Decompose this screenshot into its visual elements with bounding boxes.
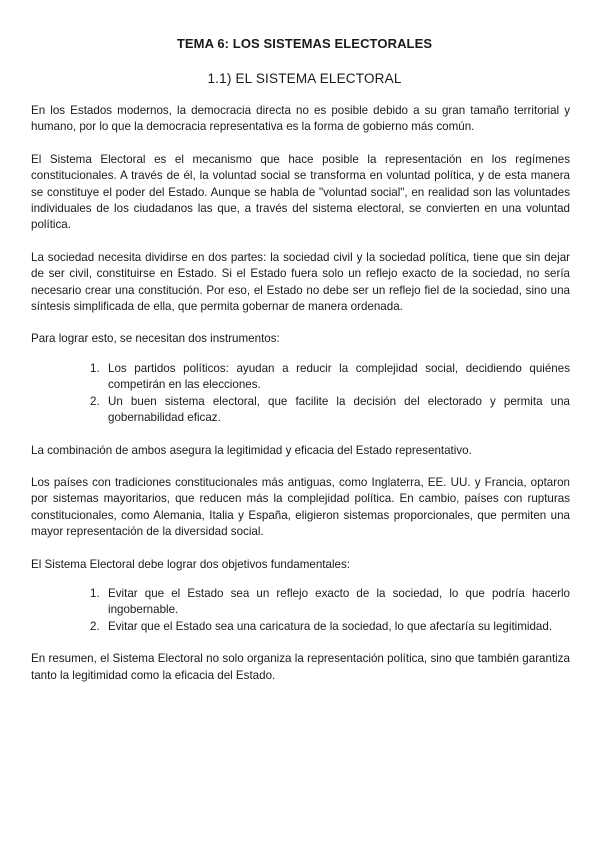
list-item-number: 1. xyxy=(90,361,100,375)
instruments-list xyxy=(31,361,570,427)
list-item-text: Evitar que el Estado sea una caricatura de la sociedad, lo que afectaría su legitimidad. xyxy=(108,619,553,633)
paragraph-combinacion: La combinación de ambos asegura la legitimidad y eficacia del Estado representativo. xyxy=(31,443,472,457)
list-item-number: 1. xyxy=(90,586,100,600)
list-item-text: Los partidos políticos: ayudan a reducir la complejidad social, decidiendo quiénes competirán en las elecciones. xyxy=(108,361,570,392)
list-item xyxy=(90,394,570,427)
list-item xyxy=(90,619,570,635)
paragraph-resumen: En resumen, el Sistema Electoral no solo organiza la representación política, sino que también garantiza tanto la legitimidad como la eficacia del Estado. xyxy=(31,652,570,682)
paragraph-objetivos-intro: El Sistema Electoral debe lograr dos objetivos fundamentales: xyxy=(31,557,351,571)
list-item-text: Un buen sistema electoral, que facilite la decisión del electorado y permita una gobernabilidad eficaz. xyxy=(108,394,570,425)
list-item-text: Evitar que el Estado sea un reflejo exacto de la sociedad, lo que podría hacerlo ingobernable. xyxy=(108,586,570,617)
list-item xyxy=(90,361,570,394)
document-title: TEMA 6: LOS SISTEMAS ELECTORALES xyxy=(176,36,433,51)
list-item xyxy=(90,586,570,619)
section-heading: 1.1) EL SISTEMA ELECTORAL xyxy=(207,71,402,86)
objectives-list xyxy=(31,586,570,635)
list-item-number: 2. xyxy=(90,394,100,408)
paragraph-instrumentos-intro: Para lograr esto, se necesitan dos instrumentos: xyxy=(31,332,280,346)
list-item-number: 2. xyxy=(90,619,100,633)
paragraph-sociedad: La sociedad necesita dividirse en dos partes: la sociedad civil y la sociedad política, tiene que sin dejar de ser civil, constituirse en Estado. Si el Estado fuera solo un reflejo exacto de la sociedad, no sería necesario crear una constitución. Por eso, el Estado no debe ser un reflejo fiel de la sociedad, sino una síntesis simplificada de ella, que permita gobernar de manera ordenada. xyxy=(31,250,570,314)
paragraph-paises: Los países con tradiciones constitucionales más antiguas, como Inglaterra, EE. UU. y Francia, optaron por sistemas mayoritarios, que reducen más la complejidad política. En cambio, países con rupturas constitucionales, como Alemania, Italia y España, eligieron sistemas proporcionales, que permiten una mayor representación de la diversidad social. xyxy=(31,475,570,539)
paragraph-intro: En los Estados modernos, la democracia directa no es posible debido a su gran tamaño territorial y humano, por lo que la democracia representativa es la forma de gobierno más común. xyxy=(31,104,570,134)
paragraph-sistema-electoral: El Sistema Electoral es el mecanismo que hace posible la representación en los regímenes constitucionales. A través de él, la voluntad social se transforma en voluntad política, y de esta manera se constituye el poder del Estado. Aunque se habla de "voluntad social", en realidad son las voluntades individuales de los ciudadanos las que, a través del sistema electoral, se convierten en una voluntad política. xyxy=(31,152,570,232)
